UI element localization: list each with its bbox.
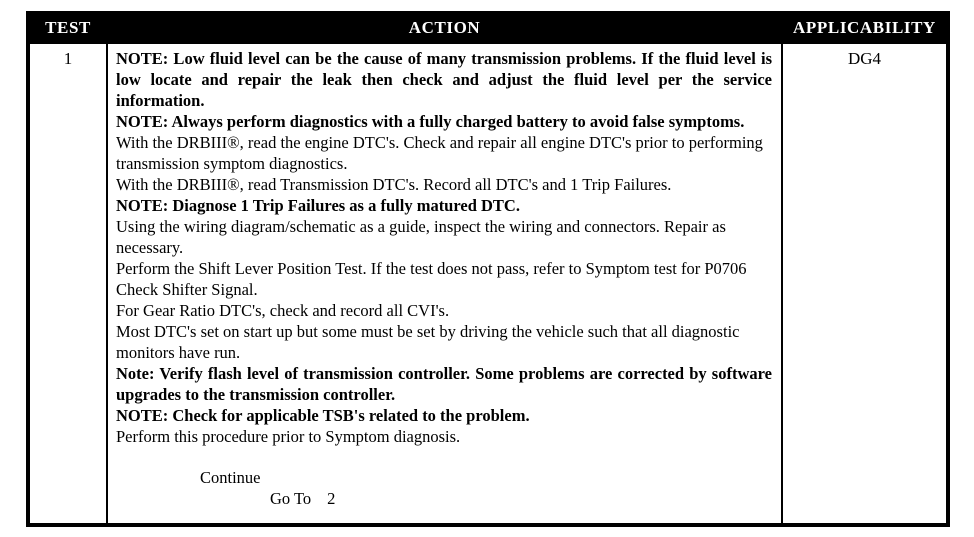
action-step-dtc-monitors: Most DTC's set on start up but some must be set by driving the vehicle such that all diagnostic monitors have run. <box>116 322 740 362</box>
action-note-flash-level: Note: Verify flash level of transmission controller. Some problems are corrected by software upgrades to the transmission controller. <box>116 364 772 404</box>
goto-target: 2 <box>327 489 336 508</box>
goto-label: Go To <box>270 489 312 508</box>
action-note-trip-failures: NOTE: Diagnose 1 Trip Failures as a fully matured DTC. <box>116 196 520 215</box>
action-note-fluid-level: NOTE: Low fluid level can be the cause of many transmission problems. If the fluid level is low locate and repair the leak then check and adjust the fluid level per the service information. <box>116 49 772 110</box>
continue-block <box>116 467 772 509</box>
column-header-test: TEST <box>28 13 107 43</box>
action-step-transmission-dtc: With the DRBIII®, read Transmission DTC's. Record all DTC's and 1 Trip Failures. <box>116 175 672 194</box>
diagnostic-test-table <box>26 11 950 527</box>
continue-label: Continue <box>200 468 261 487</box>
table-header-row <box>28 13 948 43</box>
table-row <box>28 43 948 525</box>
action-step-prior-symptom: Perform this procedure prior to Symptom diagnosis. <box>116 427 461 446</box>
applicability-cell: DG4 <box>782 43 948 525</box>
goto-line <box>116 488 772 509</box>
action-step-gear-ratio-cvi: For Gear Ratio DTC's, check and record all CVI's. <box>116 301 450 320</box>
action-note-charged-battery: NOTE: Always perform diagnostics with a fully charged battery to avoid false symptoms. <box>116 112 745 131</box>
action-step-shift-lever-test: Perform the Shift Lever Position Test. If the test does not pass, refer to Symptom test for P0706 Check Shifter Signal. <box>116 259 747 299</box>
action-step-wiring-inspect: Using the wiring diagram/schematic as a guide, inspect the wiring and connectors. Repair as necessary. <box>116 217 726 257</box>
column-header-action: ACTION <box>107 13 782 43</box>
action-note-tsb: NOTE: Check for applicable TSB's related to the problem. <box>116 406 530 425</box>
action-cell <box>107 43 782 525</box>
column-header-applicability: APPLICABILITY <box>782 13 948 43</box>
action-step-engine-dtc: With the DRBIII®, read the engine DTC's. Check and repair all engine DTC's prior to performing transmission symptom diagnostics. <box>116 133 763 173</box>
test-number-cell: 1 <box>28 43 107 525</box>
